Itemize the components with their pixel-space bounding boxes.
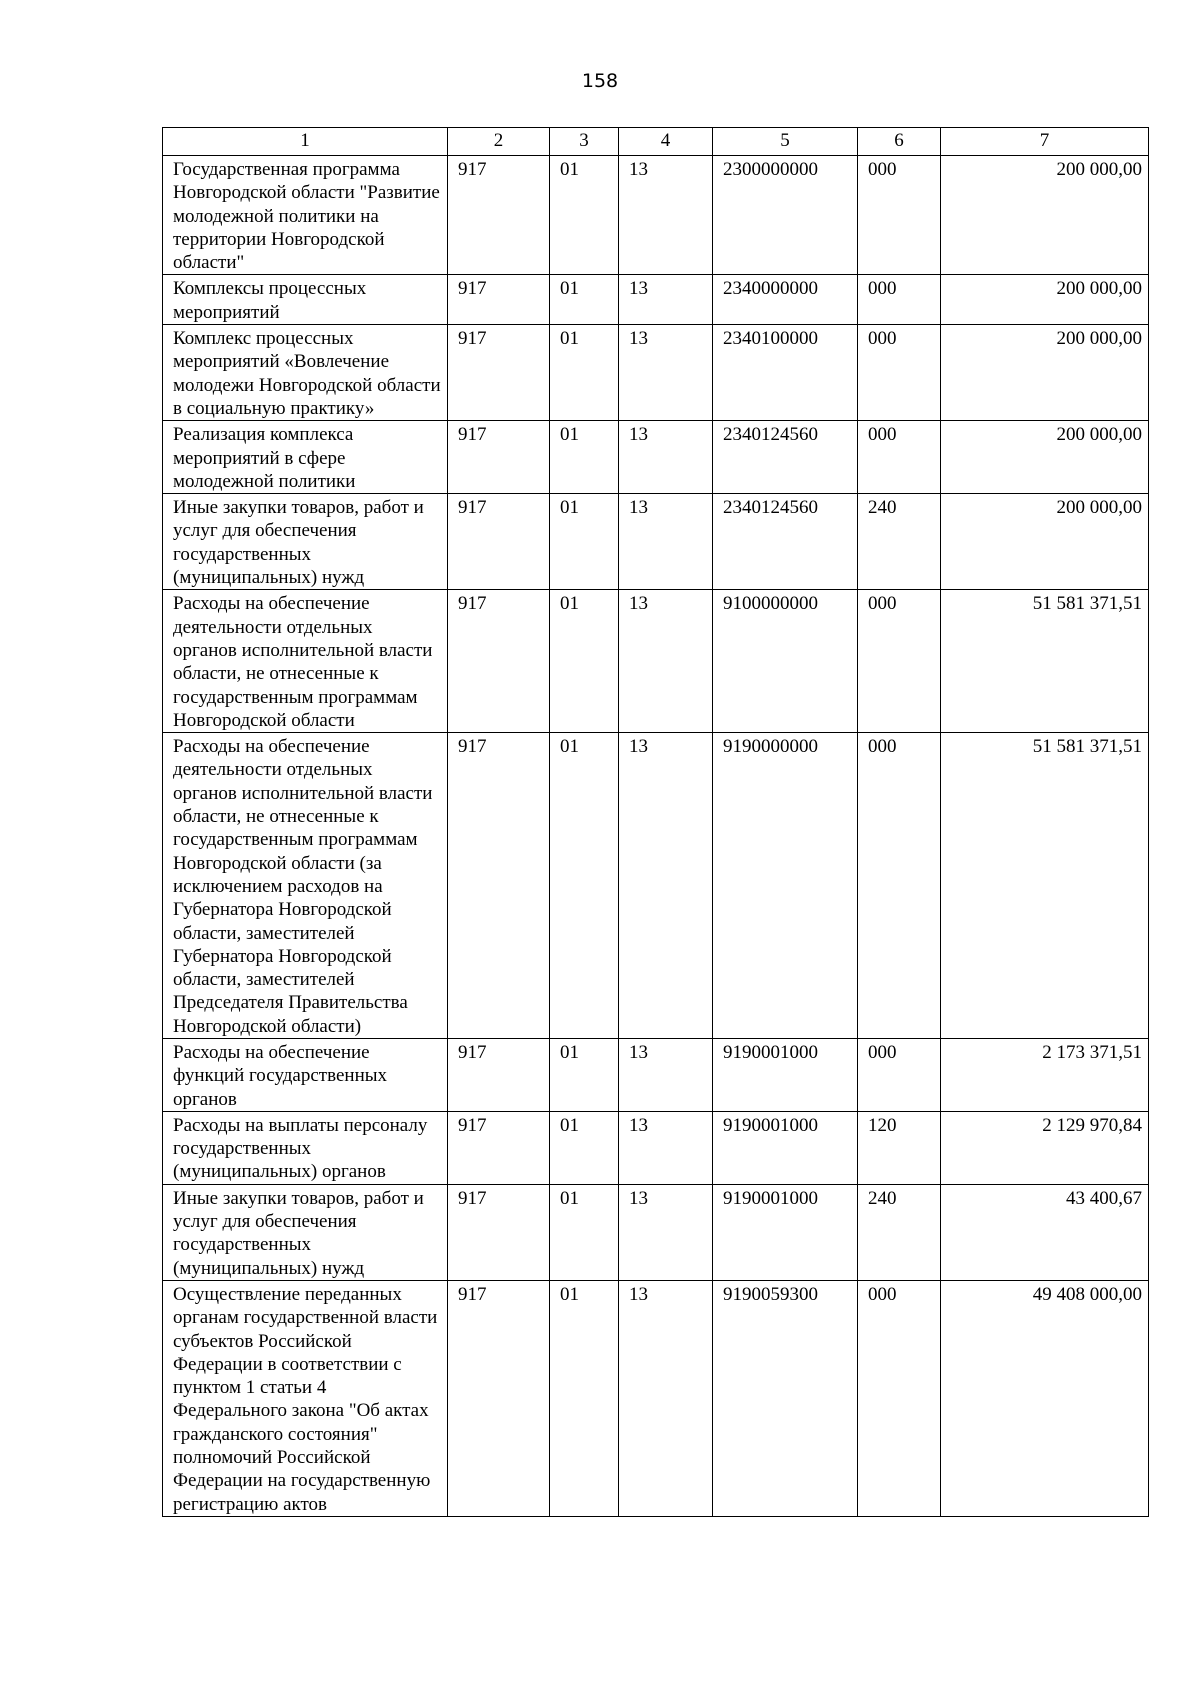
row-code-4-cell: 13 xyxy=(619,494,713,590)
table-row xyxy=(163,421,1149,494)
row-code-3-cell: 01 xyxy=(550,1038,619,1111)
row-code-5-cell: 2340100000 xyxy=(713,325,858,421)
row-code-2-cell: 917 xyxy=(448,275,550,325)
row-code-4-cell: 13 xyxy=(619,1038,713,1111)
row-amount-cell: 51 581 371,51 xyxy=(941,590,1149,733)
row-code-4-cell: 13 xyxy=(619,1111,713,1184)
row-amount-cell: 2 173 371,51 xyxy=(941,1038,1149,1111)
row-name-cell: Государственная программа Новгородской области "Развитие молодежной политики на территории Новгородской области" xyxy=(163,156,448,275)
row-code-6-cell: 000 xyxy=(858,325,941,421)
row-code-6-cell: 000 xyxy=(858,1038,941,1111)
header-cell-6: 6 xyxy=(858,128,941,156)
row-code-6-cell: 000 xyxy=(858,733,941,1039)
row-code-5-cell: 9100000000 xyxy=(713,590,858,733)
row-code-4-cell: 13 xyxy=(619,275,713,325)
table-row xyxy=(163,1280,1149,1516)
row-amount-cell: 200 000,00 xyxy=(941,325,1149,421)
row-code-5-cell: 9190001000 xyxy=(713,1111,858,1184)
row-code-2-cell: 917 xyxy=(448,494,550,590)
row-code-6-cell: 120 xyxy=(858,1111,941,1184)
row-name-cell: Расходы на обеспечение деятельности отдельных органов исполнительной власти области, не отнесенные к государственным программам Новгородской области xyxy=(163,590,448,733)
row-name-cell: Иные закупки товаров, работ и услуг для обеспечения государственных (муниципальных) нужд xyxy=(163,1184,448,1280)
row-code-2-cell: 917 xyxy=(448,1184,550,1280)
row-code-3-cell: 01 xyxy=(550,590,619,733)
header-cell-7: 7 xyxy=(941,128,1149,156)
row-code-4-cell: 13 xyxy=(619,590,713,733)
row-code-3-cell: 01 xyxy=(550,421,619,494)
row-code-3-cell: 01 xyxy=(550,733,619,1039)
row-code-5-cell: 2340000000 xyxy=(713,275,858,325)
row-code-3-cell: 01 xyxy=(550,275,619,325)
row-code-6-cell: 000 xyxy=(858,590,941,733)
table-row xyxy=(163,156,1149,275)
row-code-5-cell: 2340124560 xyxy=(713,421,858,494)
row-code-4-cell: 13 xyxy=(619,733,713,1039)
table-row xyxy=(163,1038,1149,1111)
row-code-5-cell: 9190059300 xyxy=(713,1280,858,1516)
row-code-3-cell: 01 xyxy=(550,494,619,590)
header-cell-5: 5 xyxy=(713,128,858,156)
row-amount-cell: 49 408 000,00 xyxy=(941,1280,1149,1516)
row-amount-cell: 200 000,00 xyxy=(941,156,1149,275)
row-code-2-cell: 917 xyxy=(448,421,550,494)
table-row xyxy=(163,1184,1149,1280)
table-row xyxy=(163,590,1149,733)
row-name-cell: Комплекс процессных мероприятий «Вовлечение молодежи Новгородской области в социальную практику» xyxy=(163,325,448,421)
header-cell-2: 2 xyxy=(448,128,550,156)
row-amount-cell: 200 000,00 xyxy=(941,421,1149,494)
row-code-6-cell: 000 xyxy=(858,275,941,325)
row-code-4-cell: 13 xyxy=(619,325,713,421)
row-code-3-cell: 01 xyxy=(550,1111,619,1184)
row-amount-cell: 2 129 970,84 xyxy=(941,1111,1149,1184)
row-code-2-cell: 917 xyxy=(448,156,550,275)
row-amount-cell: 200 000,00 xyxy=(941,275,1149,325)
row-name-cell: Осуществление переданных органам государственной власти субъектов Российской Федерации в соответствии с пунктом 1 статьи 4 Федерального закона "Об актах гражданского состояния" полномочий Российской Федерации на государственную регистрацию актов xyxy=(163,1280,448,1516)
row-code-4-cell: 13 xyxy=(619,156,713,275)
row-code-2-cell: 917 xyxy=(448,325,550,421)
page-number: 158 xyxy=(581,70,619,92)
table-row xyxy=(163,325,1149,421)
row-amount-cell: 51 581 371,51 xyxy=(941,733,1149,1039)
row-code-6-cell: 000 xyxy=(858,1280,941,1516)
header-cell-3: 3 xyxy=(550,128,619,156)
row-code-6-cell: 000 xyxy=(858,421,941,494)
row-name-cell: Комплексы процессных мероприятий xyxy=(163,275,448,325)
row-amount-cell: 43 400,67 xyxy=(941,1184,1149,1280)
row-code-2-cell: 917 xyxy=(448,1280,550,1516)
row-name-cell: Реализация комплекса мероприятий в сфере молодежной политики xyxy=(163,421,448,494)
row-code-5-cell: 9190001000 xyxy=(713,1038,858,1111)
row-code-3-cell: 01 xyxy=(550,1280,619,1516)
table-row xyxy=(163,733,1149,1039)
row-code-6-cell: 240 xyxy=(858,1184,941,1280)
row-code-4-cell: 13 xyxy=(619,1280,713,1516)
row-code-6-cell: 000 xyxy=(858,156,941,275)
row-amount-cell: 200 000,00 xyxy=(941,494,1149,590)
row-code-5-cell: 2300000000 xyxy=(713,156,858,275)
row-code-3-cell: 01 xyxy=(550,1184,619,1280)
row-code-5-cell: 9190001000 xyxy=(713,1184,858,1280)
row-code-2-cell: 917 xyxy=(448,590,550,733)
row-code-2-cell: 917 xyxy=(448,733,550,1039)
row-code-2-cell: 917 xyxy=(448,1038,550,1111)
row-code-5-cell: 9190000000 xyxy=(713,733,858,1039)
row-code-3-cell: 01 xyxy=(550,156,619,275)
row-code-6-cell: 240 xyxy=(858,494,941,590)
header-cell-4: 4 xyxy=(619,128,713,156)
budget-table xyxy=(162,127,1149,1517)
header-cell-1: 1 xyxy=(163,128,448,156)
row-name-cell: Расходы на обеспечение деятельности отдельных органов исполнительной власти области, не отнесенные к государственным программам Новгородской области (за исключением расходов на Губернатора Новгородской области, заместителей Губернатора Новгородской области, заместителей Председателя Правительства Новгородской области) xyxy=(163,733,448,1039)
row-code-2-cell: 917 xyxy=(448,1111,550,1184)
row-code-5-cell: 2340124560 xyxy=(713,494,858,590)
header-row xyxy=(163,128,1149,156)
table-row xyxy=(163,494,1149,590)
table-row xyxy=(163,275,1149,325)
table-row xyxy=(163,1111,1149,1184)
row-code-4-cell: 13 xyxy=(619,421,713,494)
row-code-3-cell: 01 xyxy=(550,325,619,421)
row-code-4-cell: 13 xyxy=(619,1184,713,1280)
row-name-cell: Расходы на обеспечение функций государственных органов xyxy=(163,1038,448,1111)
row-name-cell: Расходы на выплаты персоналу государственных (муниципальных) органов xyxy=(163,1111,448,1184)
row-name-cell: Иные закупки товаров, работ и услуг для обеспечения государственных (муниципальных) нужд xyxy=(163,494,448,590)
